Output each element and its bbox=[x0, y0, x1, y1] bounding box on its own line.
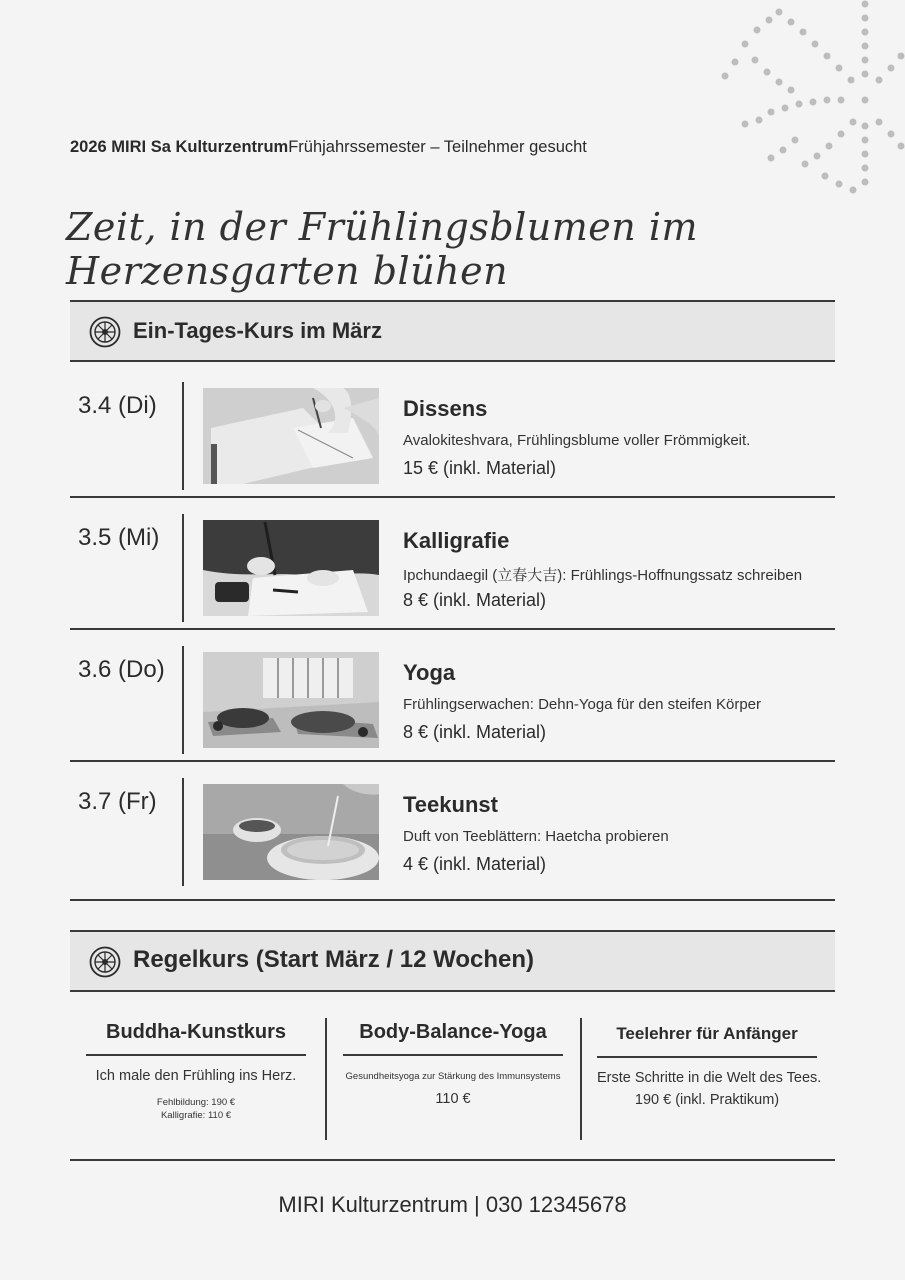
header-line bbox=[70, 138, 587, 157]
row-divider bbox=[182, 646, 184, 754]
course-name: Yoga bbox=[403, 660, 456, 685]
footer-contact: MIRI Kulturzentrum | 030 12345678 bbox=[278, 1192, 627, 1217]
dharma-wheel-icon bbox=[89, 946, 121, 978]
footer-rule bbox=[70, 1159, 835, 1161]
course-name: Dissens bbox=[403, 396, 488, 421]
regular-course-description: Erste Schritte in die Welt des Tees. bbox=[597, 1070, 822, 1086]
yoga-class-photo bbox=[203, 652, 379, 748]
dharma-wheel-icon bbox=[89, 316, 121, 348]
drawing-on-paper-photo bbox=[203, 388, 379, 484]
course-price: 8 € (inkl. Material) bbox=[403, 722, 547, 742]
course-row bbox=[70, 760, 835, 892]
regular-course-description: Gesundheitsyoga zur Stärkung des Immunsystems bbox=[345, 1071, 561, 1082]
regular-course-price-line: Kalligrafie: 110 € bbox=[160, 1110, 232, 1121]
course-price: 8 € (inkl. Material) bbox=[403, 590, 547, 610]
regular-course-title: Teelehrer für Anfänger bbox=[597, 1015, 817, 1058]
course-date: 3.5 (Mi) bbox=[78, 524, 160, 551]
column-divider bbox=[325, 1018, 327, 1140]
regular-section-title: Regelkurs (Start März / 12 Wochen) bbox=[133, 946, 534, 973]
regular-course-price: 110 € bbox=[435, 1091, 471, 1107]
course-description: Ipchundaegil (立春大吉): Frühlings-Hoffnungssatz schreiben bbox=[403, 567, 803, 584]
row-divider bbox=[182, 514, 184, 622]
course-date: 3.6 (Do) bbox=[78, 656, 165, 683]
regular-course bbox=[343, 1015, 563, 1145]
row-divider bbox=[182, 382, 184, 490]
course-description: Frühlingserwachen: Dehn-Yoga für den steifen Körper bbox=[403, 696, 761, 713]
course-description: Avalokiteshvara, Frühlingsblume voller Frömmigkeit. bbox=[403, 432, 751, 449]
one-day-section-title: Ein-Tages-Kurs im März bbox=[133, 318, 382, 343]
course-row bbox=[70, 364, 835, 498]
one-day-section-header bbox=[70, 300, 835, 362]
course-row bbox=[70, 628, 835, 762]
regular-course-description: Ich male den Frühling ins Herz. bbox=[95, 1068, 297, 1084]
dotted-flower-decoration bbox=[715, 0, 905, 200]
course-price: 15 € (inkl. Material) bbox=[403, 458, 557, 478]
course-price: 4 € (inkl. Material) bbox=[403, 854, 547, 874]
regular-course-title: Buddha-Kunstkurs bbox=[86, 1015, 306, 1056]
row-divider bbox=[182, 778, 184, 886]
regular-course-title: Body-Balance-Yoga bbox=[343, 1015, 563, 1056]
regular-course-price: 190 € (inkl. Praktikum) bbox=[634, 1092, 780, 1108]
course-name: Kalligrafie bbox=[403, 528, 510, 553]
course-name: Teekunst bbox=[403, 792, 498, 817]
semester-subtitle: Frühjahrssemester – Teilnehmer gesucht bbox=[288, 138, 587, 156]
column-divider bbox=[580, 1018, 582, 1140]
tea-pouring-photo bbox=[203, 784, 379, 880]
page-title: Zeit, in der Frühlingsblumen im Herzensgarten blühen bbox=[66, 205, 699, 293]
course-description: Duft von Teeblättern: Haetcha probieren bbox=[403, 828, 669, 845]
course-date: 3.4 (Di) bbox=[78, 392, 157, 419]
regular-section-header bbox=[70, 930, 835, 992]
calligraphy-brush-photo bbox=[203, 520, 379, 616]
regular-course bbox=[86, 1015, 306, 1145]
section-end-rule bbox=[70, 899, 835, 901]
regular-course-price-line: Fehlbildung: 190 € bbox=[156, 1097, 236, 1108]
course-row bbox=[70, 496, 835, 630]
course-date: 3.7 (Fr) bbox=[78, 788, 157, 815]
org-name: 2026 MIRI Sa Kulturzentrum bbox=[70, 138, 289, 156]
regular-course bbox=[597, 1015, 822, 1145]
